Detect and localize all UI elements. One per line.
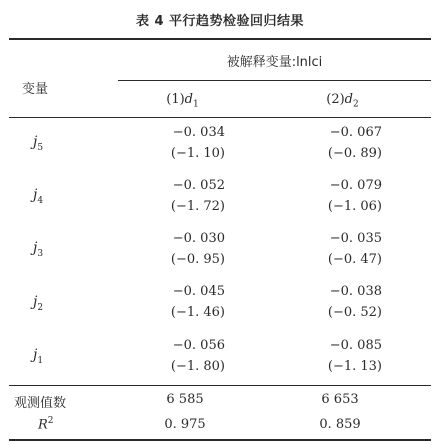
cell-j4-col2-t: (−1. 06) bbox=[327, 199, 382, 214]
bottom-rule bbox=[9, 439, 431, 441]
row-label-j5: $j_5$ bbox=[33, 134, 44, 153]
cell-j1-col1-coef: −0. 056 bbox=[172, 338, 225, 353]
cell-j3-col1-coef: −0. 030 bbox=[172, 231, 225, 246]
cell-j3-col2-coef: −0. 035 bbox=[329, 231, 382, 246]
cell-j4-col2-coef: −0. 079 bbox=[329, 178, 382, 193]
observations-label: 观测值数 bbox=[14, 396, 67, 411]
header-dependent-variable: 被解释变量:lnlci bbox=[226, 55, 323, 70]
cell-j5-col1-t: (−1. 10) bbox=[170, 146, 225, 161]
row-label-j2: $j_2$ bbox=[33, 294, 44, 313]
r-squared-col2: 0. 859 bbox=[319, 417, 361, 432]
cell-j4-col1-coef: −0. 052 bbox=[172, 178, 225, 193]
observations-col2: 6 653 bbox=[321, 392, 359, 407]
header-bottom-rule bbox=[9, 117, 431, 118]
top-rule bbox=[9, 38, 431, 40]
cell-j2-col2-coef: −0. 038 bbox=[329, 284, 382, 299]
cell-j5-col2-t: (−0. 89) bbox=[327, 146, 382, 161]
cell-j2-col2-t: (−0. 52) bbox=[327, 305, 382, 320]
header-variable: 变量 bbox=[22, 82, 49, 97]
body-bottom-rule bbox=[9, 385, 431, 386]
table-title: 表 4 平行趋势检验回归结果 bbox=[135, 14, 305, 29]
cell-j1-col1-t: (−1. 80) bbox=[170, 359, 225, 374]
cell-j2-col1-t: (−1. 46) bbox=[170, 305, 225, 320]
r-squared-label: $R^2$ bbox=[38, 416, 54, 433]
cell-j2-col1-coef: −0. 045 bbox=[172, 284, 225, 299]
cell-j5-col2-coef: −0. 067 bbox=[329, 125, 382, 140]
cell-j4-col1-t: (−1. 72) bbox=[170, 199, 225, 214]
r-squared-col1: 0. 975 bbox=[164, 417, 206, 432]
cell-j1-col2-t: (−1. 13) bbox=[327, 359, 382, 374]
row-label-j4: $j_4$ bbox=[33, 187, 44, 206]
row-label-j1: $j_1$ bbox=[33, 347, 44, 366]
cell-j5-col1-coef: −0. 034 bbox=[172, 125, 225, 140]
observations-col1: 6 585 bbox=[166, 392, 204, 407]
row-label-j3: $j_3$ bbox=[33, 240, 44, 259]
header-column-1: $(1)d_1$ bbox=[166, 92, 199, 110]
header-partial-rule bbox=[118, 80, 431, 81]
cell-j3-col2-t: (−0. 47) bbox=[327, 252, 382, 267]
cell-j3-col1-t: (−0. 95) bbox=[170, 252, 225, 267]
header-column-2: $(2)d_2$ bbox=[326, 92, 359, 110]
cell-j1-col2-coef: −0. 085 bbox=[329, 338, 382, 353]
